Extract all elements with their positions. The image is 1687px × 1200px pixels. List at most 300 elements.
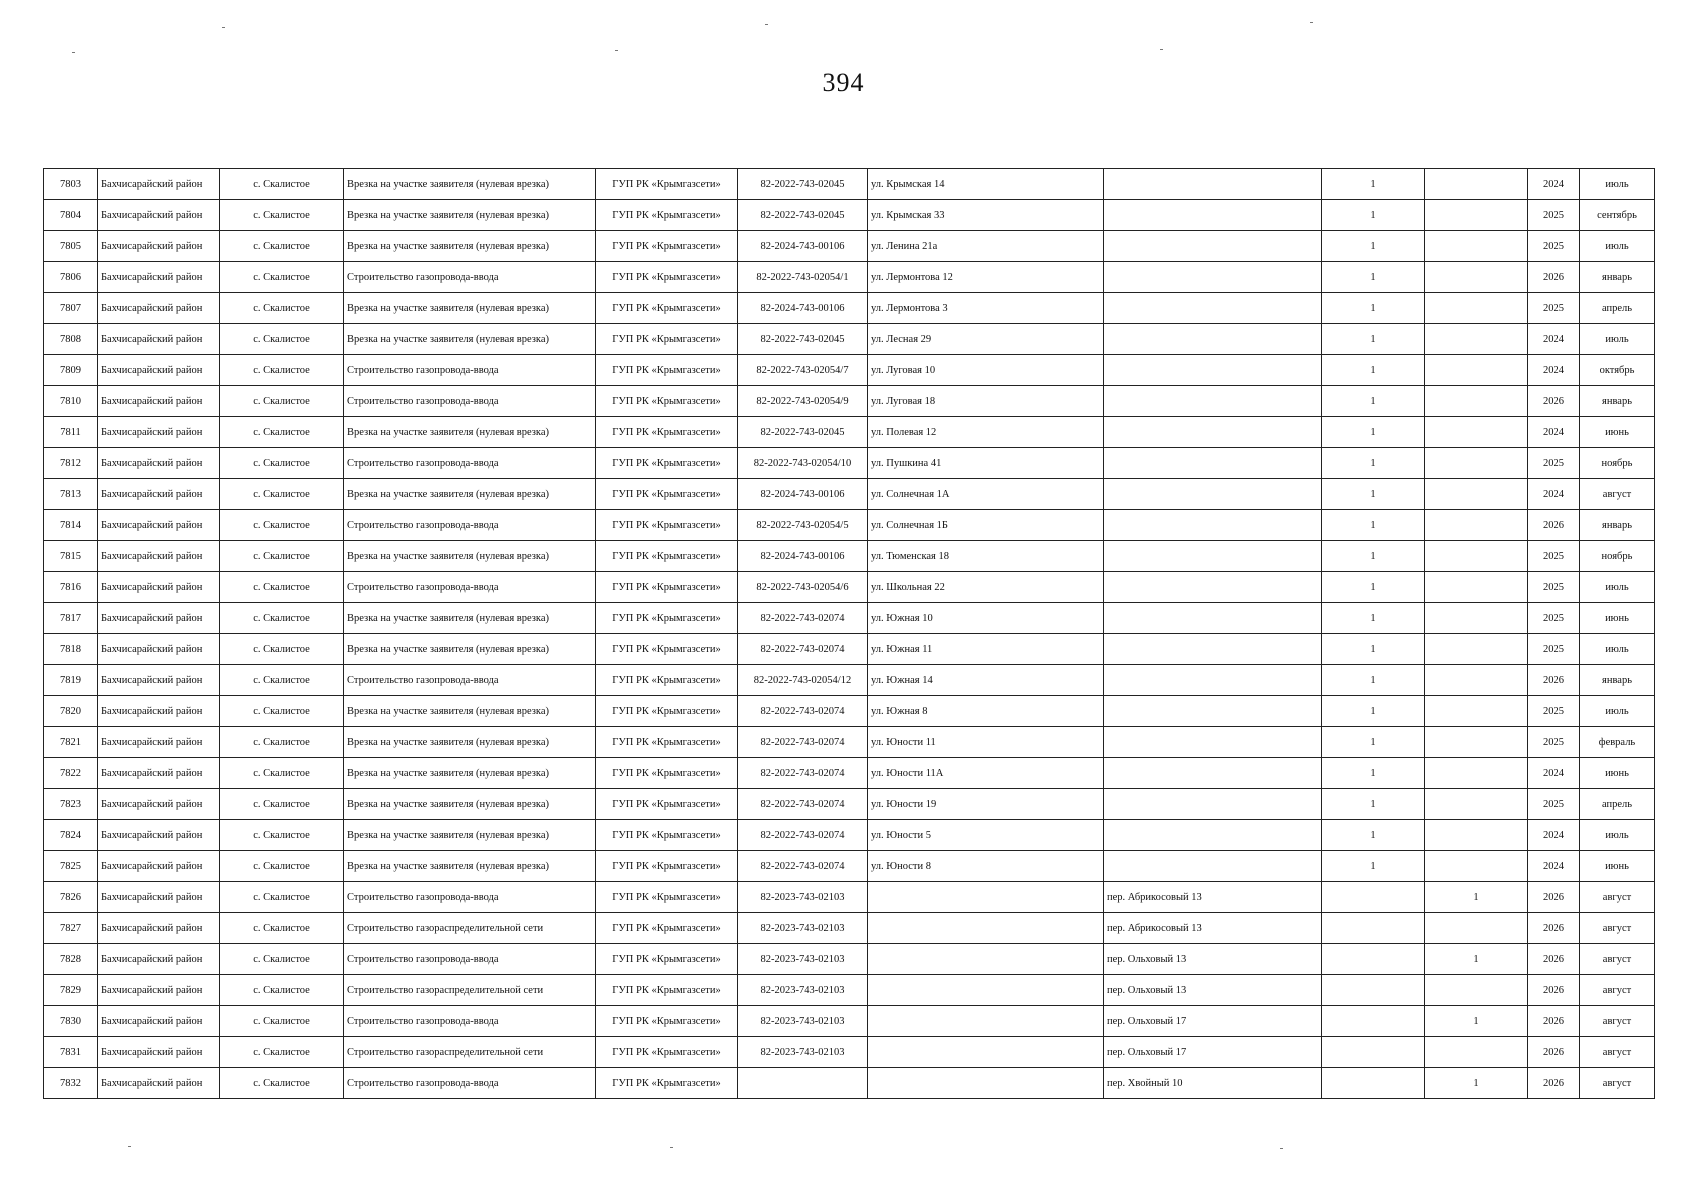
cell-district: Бахчисарайский район — [98, 262, 220, 293]
cell-month: июль — [1580, 169, 1655, 200]
cell-addr2 — [1104, 789, 1322, 820]
cell-code: 82-2022-743-02045 — [738, 417, 868, 448]
cell-addr1: ул. Юности 11А — [868, 758, 1104, 789]
cell-org: ГУП РК «Крымгазсети» — [596, 758, 738, 789]
cell-addr1: ул. Юности 19 — [868, 789, 1104, 820]
cell-locality: с. Скалистое — [220, 758, 344, 789]
table-row — [44, 1068, 1655, 1099]
cell-locality: с. Скалистое — [220, 200, 344, 231]
cell-district: Бахчисарайский район — [98, 758, 220, 789]
cell-org: ГУП РК «Крымгазсети» — [596, 448, 738, 479]
cell-year: 2025 — [1528, 789, 1580, 820]
cell-year: 2024 — [1528, 851, 1580, 882]
cell-work: Строительство газопровода-ввода — [344, 665, 596, 696]
cell-addr2 — [1104, 200, 1322, 231]
cell-num: 7814 — [44, 510, 98, 541]
cell-work: Врезка на участке заявителя (нулевая врезка) — [344, 758, 596, 789]
cell-cnt1 — [1322, 944, 1425, 975]
cell-month: февраль — [1580, 727, 1655, 758]
cell-cnt1: 1 — [1322, 696, 1425, 727]
cell-addr1 — [868, 1068, 1104, 1099]
table-row — [44, 913, 1655, 944]
cell-org: ГУП РК «Крымгазсети» — [596, 603, 738, 634]
cell-work: Врезка на участке заявителя (нулевая врезка) — [344, 324, 596, 355]
cell-cnt1 — [1322, 1068, 1425, 1099]
cell-cnt2 — [1425, 913, 1528, 944]
cell-org: ГУП РК «Крымгазсети» — [596, 913, 738, 944]
cell-year: 2026 — [1528, 1006, 1580, 1037]
cell-num: 7828 — [44, 944, 98, 975]
cell-locality: с. Скалистое — [220, 882, 344, 913]
cell-work: Строительство газопровода-ввода — [344, 262, 596, 293]
cell-work: Врезка на участке заявителя (нулевая врезка) — [344, 789, 596, 820]
cell-year: 2025 — [1528, 448, 1580, 479]
cell-cnt2 — [1425, 820, 1528, 851]
cell-cnt1: 1 — [1322, 510, 1425, 541]
cell-year: 2024 — [1528, 324, 1580, 355]
cell-org: ГУП РК «Крымгазсети» — [596, 1037, 738, 1068]
cell-num: 7830 — [44, 1006, 98, 1037]
cell-month: январь — [1580, 262, 1655, 293]
cell-cnt2 — [1425, 634, 1528, 665]
cell-org: ГУП РК «Крымгазсети» — [596, 727, 738, 758]
cell-code: 82-2022-743-02074 — [738, 789, 868, 820]
cell-addr2 — [1104, 355, 1322, 386]
cell-district: Бахчисарайский район — [98, 665, 220, 696]
cell-addr1: ул. Южная 10 — [868, 603, 1104, 634]
cell-month: август — [1580, 1006, 1655, 1037]
cell-work: Строительство газораспределительной сети — [344, 913, 596, 944]
table-row — [44, 603, 1655, 634]
cell-work: Строительство газораспределительной сети — [344, 1037, 596, 1068]
table-row — [44, 169, 1655, 200]
cell-cnt1: 1 — [1322, 448, 1425, 479]
cell-num: 7817 — [44, 603, 98, 634]
cell-code: 82-2024-743-00106 — [738, 479, 868, 510]
cell-district: Бахчисарайский район — [98, 231, 220, 262]
cell-month: август — [1580, 1037, 1655, 1068]
cell-work: Строительство газопровода-ввода — [344, 1068, 596, 1099]
cell-cnt2 — [1425, 293, 1528, 324]
cell-cnt1: 1 — [1322, 665, 1425, 696]
cell-cnt1: 1 — [1322, 262, 1425, 293]
cell-year: 2024 — [1528, 355, 1580, 386]
cell-cnt1: 1 — [1322, 789, 1425, 820]
cell-cnt1: 1 — [1322, 727, 1425, 758]
table-row — [44, 727, 1655, 758]
cell-num: 7831 — [44, 1037, 98, 1068]
cell-addr2: пер. Ольховый 17 — [1104, 1006, 1322, 1037]
cell-locality: с. Скалистое — [220, 355, 344, 386]
cell-addr2: пер. Абрикосовый 13 — [1104, 882, 1322, 913]
cell-code: 82-2024-743-00106 — [738, 293, 868, 324]
cell-addr1 — [868, 1037, 1104, 1068]
cell-cnt2 — [1425, 727, 1528, 758]
cell-addr1: ул. Лермонтова 3 — [868, 293, 1104, 324]
page-number: 394 — [822, 68, 865, 97]
cell-addr1 — [868, 913, 1104, 944]
cell-work: Врезка на участке заявителя (нулевая врезка) — [344, 479, 596, 510]
cell-district: Бахчисарайский район — [98, 355, 220, 386]
cell-locality: с. Скалистое — [220, 634, 344, 665]
cell-addr1: ул. Солнечная 1А — [868, 479, 1104, 510]
cell-cnt1: 1 — [1322, 541, 1425, 572]
cell-work: Врезка на участке заявителя (нулевая врезка) — [344, 169, 596, 200]
cell-cnt2 — [1425, 572, 1528, 603]
cell-addr2 — [1104, 665, 1322, 696]
table-row — [44, 882, 1655, 913]
cell-num: 7813 — [44, 479, 98, 510]
cell-org: ГУП РК «Крымгазсети» — [596, 417, 738, 448]
cell-district: Бахчисарайский район — [98, 386, 220, 417]
cell-code: 82-2022-743-02054/9 — [738, 386, 868, 417]
cell-addr1: ул. Юности 11 — [868, 727, 1104, 758]
cell-district: Бахчисарайский район — [98, 293, 220, 324]
table-row — [44, 634, 1655, 665]
cell-locality: с. Скалистое — [220, 262, 344, 293]
cell-code: 82-2022-743-02074 — [738, 851, 868, 882]
cell-locality: с. Скалистое — [220, 1068, 344, 1099]
cell-num: 7821 — [44, 727, 98, 758]
cell-num: 7818 — [44, 634, 98, 665]
cell-month: июль — [1580, 634, 1655, 665]
cell-cnt2 — [1425, 1037, 1528, 1068]
cell-year: 2026 — [1528, 386, 1580, 417]
cell-addr2 — [1104, 231, 1322, 262]
cell-code: 82-2022-743-02045 — [738, 169, 868, 200]
cell-code: 82-2022-743-02074 — [738, 727, 868, 758]
cell-year: 2025 — [1528, 727, 1580, 758]
table-row — [44, 820, 1655, 851]
cell-addr2 — [1104, 696, 1322, 727]
cell-num: 7819 — [44, 665, 98, 696]
cell-district: Бахчисарайский район — [98, 417, 220, 448]
cell-district: Бахчисарайский район — [98, 479, 220, 510]
table-row — [44, 975, 1655, 1006]
registry-body — [44, 169, 1655, 1099]
cell-org: ГУП РК «Крымгазсети» — [596, 355, 738, 386]
cell-locality: с. Скалистое — [220, 231, 344, 262]
cell-work: Врезка на участке заявителя (нулевая врезка) — [344, 293, 596, 324]
cell-num: 7803 — [44, 169, 98, 200]
cell-district: Бахчисарайский район — [98, 200, 220, 231]
cell-month: июль — [1580, 231, 1655, 262]
table-row — [44, 479, 1655, 510]
table-row — [44, 758, 1655, 789]
cell-cnt2 — [1425, 975, 1528, 1006]
cell-cnt2 — [1425, 541, 1528, 572]
cell-locality: с. Скалистое — [220, 479, 344, 510]
cell-code: 82-2022-743-02054/1 — [738, 262, 868, 293]
table-row — [44, 541, 1655, 572]
cell-cnt1 — [1322, 882, 1425, 913]
cell-code — [738, 1068, 868, 1099]
cell-month: сентябрь — [1580, 200, 1655, 231]
cell-work: Строительство газопровода-ввода — [344, 448, 596, 479]
cell-month: июль — [1580, 572, 1655, 603]
cell-locality: с. Скалистое — [220, 603, 344, 634]
cell-cnt1: 1 — [1322, 169, 1425, 200]
cell-org: ГУП РК «Крымгазсети» — [596, 1068, 738, 1099]
cell-district: Бахчисарайский район — [98, 634, 220, 665]
cell-district: Бахчисарайский район — [98, 975, 220, 1006]
table-row — [44, 417, 1655, 448]
cell-org: ГУП РК «Крымгазсети» — [596, 293, 738, 324]
cell-cnt1: 1 — [1322, 386, 1425, 417]
cell-num: 7809 — [44, 355, 98, 386]
cell-district: Бахчисарайский район — [98, 169, 220, 200]
cell-district: Бахчисарайский район — [98, 510, 220, 541]
cell-cnt1 — [1322, 1006, 1425, 1037]
cell-org: ГУП РК «Крымгазсети» — [596, 572, 738, 603]
cell-cnt1: 1 — [1322, 479, 1425, 510]
cell-district: Бахчисарайский район — [98, 913, 220, 944]
cell-locality: с. Скалистое — [220, 169, 344, 200]
cell-locality: с. Скалистое — [220, 913, 344, 944]
cell-org: ГУП РК «Крымгазсети» — [596, 665, 738, 696]
cell-district: Бахчисарайский район — [98, 572, 220, 603]
cell-addr2: пер. Ольховый 17 — [1104, 1037, 1322, 1068]
table-row — [44, 1006, 1655, 1037]
cell-work: Строительство газопровода-ввода — [344, 944, 596, 975]
cell-num: 7805 — [44, 231, 98, 262]
cell-district: Бахчисарайский район — [98, 1006, 220, 1037]
cell-cnt2: 1 — [1425, 944, 1528, 975]
cell-month: июнь — [1580, 417, 1655, 448]
cell-code: 82-2022-743-02045 — [738, 324, 868, 355]
cell-work: Врезка на участке заявителя (нулевая врезка) — [344, 851, 596, 882]
cell-month: август — [1580, 944, 1655, 975]
table-row — [44, 851, 1655, 882]
table-row — [44, 510, 1655, 541]
cell-addr1: ул. Южная 8 — [868, 696, 1104, 727]
cell-cnt1: 1 — [1322, 851, 1425, 882]
cell-code: 82-2022-743-02074 — [738, 820, 868, 851]
cell-cnt2 — [1425, 231, 1528, 262]
cell-num: 7804 — [44, 200, 98, 231]
table-row — [44, 1037, 1655, 1068]
cell-code: 82-2022-743-02045 — [738, 200, 868, 231]
cell-cnt1 — [1322, 913, 1425, 944]
cell-cnt2 — [1425, 200, 1528, 231]
cell-addr1 — [868, 975, 1104, 1006]
cell-num: 7810 — [44, 386, 98, 417]
cell-num: 7825 — [44, 851, 98, 882]
cell-year: 2026 — [1528, 665, 1580, 696]
cell-year: 2025 — [1528, 293, 1580, 324]
cell-district: Бахчисарайский район — [98, 1037, 220, 1068]
cell-locality: с. Скалистое — [220, 820, 344, 851]
cell-org: ГУП РК «Крымгазсети» — [596, 944, 738, 975]
cell-addr2 — [1104, 758, 1322, 789]
cell-work: Врезка на участке заявителя (нулевая врезка) — [344, 417, 596, 448]
cell-addr1 — [868, 944, 1104, 975]
cell-addr1: ул. Лесная 29 — [868, 324, 1104, 355]
cell-locality: с. Скалистое — [220, 541, 344, 572]
cell-org: ГУП РК «Крымгазсети» — [596, 262, 738, 293]
cell-month: июнь — [1580, 758, 1655, 789]
cell-district: Бахчисарайский район — [98, 696, 220, 727]
cell-addr2 — [1104, 262, 1322, 293]
cell-year: 2026 — [1528, 944, 1580, 975]
cell-cnt1: 1 — [1322, 417, 1425, 448]
cell-locality: с. Скалистое — [220, 572, 344, 603]
cell-month: август — [1580, 975, 1655, 1006]
cell-locality: с. Скалистое — [220, 665, 344, 696]
cell-num: 7826 — [44, 882, 98, 913]
cell-addr2 — [1104, 479, 1322, 510]
cell-org: ГУП РК «Крымгазсети» — [596, 820, 738, 851]
cell-addr2 — [1104, 541, 1322, 572]
cell-locality: с. Скалистое — [220, 696, 344, 727]
cell-district: Бахчисарайский район — [98, 944, 220, 975]
cell-code: 82-2023-743-02103 — [738, 882, 868, 913]
cell-org: ГУП РК «Крымгазсети» — [596, 386, 738, 417]
cell-district: Бахчисарайский район — [98, 541, 220, 572]
cell-district: Бахчисарайский район — [98, 820, 220, 851]
cell-district: Бахчисарайский район — [98, 1068, 220, 1099]
cell-cnt2 — [1425, 510, 1528, 541]
cell-cnt1: 1 — [1322, 572, 1425, 603]
cell-year: 2024 — [1528, 417, 1580, 448]
cell-org: ГУП РК «Крымгазсети» — [596, 696, 738, 727]
cell-year: 2025 — [1528, 541, 1580, 572]
cell-month: июнь — [1580, 851, 1655, 882]
cell-cnt2 — [1425, 386, 1528, 417]
table-row — [44, 200, 1655, 231]
cell-locality: с. Скалистое — [220, 975, 344, 1006]
cell-cnt1 — [1322, 1037, 1425, 1068]
cell-addr1: ул. Ленина 21а — [868, 231, 1104, 262]
cell-district: Бахчисарайский район — [98, 727, 220, 758]
cell-cnt2 — [1425, 448, 1528, 479]
cell-work: Врезка на участке заявителя (нулевая врезка) — [344, 696, 596, 727]
cell-addr1 — [868, 882, 1104, 913]
cell-month: ноябрь — [1580, 541, 1655, 572]
cell-addr2: пер. Хвойный 10 — [1104, 1068, 1322, 1099]
cell-year: 2025 — [1528, 603, 1580, 634]
cell-org: ГУП РК «Крымгазсети» — [596, 324, 738, 355]
cell-code: 82-2023-743-02103 — [738, 944, 868, 975]
cell-addr1: ул. Полевая 12 — [868, 417, 1104, 448]
cell-addr2 — [1104, 417, 1322, 448]
cell-code: 82-2022-743-02074 — [738, 634, 868, 665]
cell-month: июль — [1580, 696, 1655, 727]
table-row — [44, 386, 1655, 417]
cell-work: Строительство газопровода-ввода — [344, 355, 596, 386]
cell-addr1: ул. Пушкина 41 — [868, 448, 1104, 479]
cell-num: 7829 — [44, 975, 98, 1006]
cell-cnt1: 1 — [1322, 758, 1425, 789]
cell-district: Бахчисарайский район — [98, 603, 220, 634]
cell-year: 2026 — [1528, 913, 1580, 944]
cell-code: 82-2022-743-02054/7 — [738, 355, 868, 386]
cell-code: 82-2022-743-02054/10 — [738, 448, 868, 479]
cell-cnt2 — [1425, 262, 1528, 293]
cell-cnt1: 1 — [1322, 355, 1425, 386]
cell-num: 7816 — [44, 572, 98, 603]
cell-code: 82-2022-743-02054/6 — [738, 572, 868, 603]
cell-addr2: пер. Абрикосовый 13 — [1104, 913, 1322, 944]
cell-district: Бахчисарайский район — [98, 882, 220, 913]
cell-year: 2025 — [1528, 572, 1580, 603]
cell-code: 82-2022-743-02074 — [738, 603, 868, 634]
cell-work: Строительство газопровода-ввода — [344, 882, 596, 913]
cell-work: Строительство газопровода-ввода — [344, 510, 596, 541]
cell-addr1: ул. Юности 5 — [868, 820, 1104, 851]
cell-work: Врезка на участке заявителя (нулевая врезка) — [344, 820, 596, 851]
cell-addr1: ул. Тюменская 18 — [868, 541, 1104, 572]
cell-addr2 — [1104, 634, 1322, 665]
cell-cnt2 — [1425, 603, 1528, 634]
cell-year: 2025 — [1528, 634, 1580, 665]
cell-year: 2026 — [1528, 882, 1580, 913]
cell-addr2 — [1104, 448, 1322, 479]
cell-work: Врезка на участке заявителя (нулевая врезка) — [344, 200, 596, 231]
cell-addr2: пер. Ольховый 13 — [1104, 944, 1322, 975]
cell-cnt1: 1 — [1322, 324, 1425, 355]
cell-org: ГУП РК «Крымгазсети» — [596, 169, 738, 200]
cell-code: 82-2023-743-02103 — [738, 975, 868, 1006]
cell-cnt1: 1 — [1322, 293, 1425, 324]
cell-district: Бахчисарайский район — [98, 851, 220, 882]
cell-year: 2024 — [1528, 169, 1580, 200]
cell-month: июль — [1580, 820, 1655, 851]
cell-org: ГУП РК «Крымгазсети» — [596, 479, 738, 510]
cell-addr1: ул. Южная 14 — [868, 665, 1104, 696]
cell-locality: с. Скалистое — [220, 386, 344, 417]
cell-cnt1: 1 — [1322, 231, 1425, 262]
cell-num: 7812 — [44, 448, 98, 479]
cell-district: Бахчисарайский район — [98, 789, 220, 820]
cell-locality: с. Скалистое — [220, 727, 344, 758]
table-row — [44, 448, 1655, 479]
cell-num: 7832 — [44, 1068, 98, 1099]
cell-cnt1: 1 — [1322, 820, 1425, 851]
table-row — [44, 231, 1655, 262]
cell-month: октябрь — [1580, 355, 1655, 386]
cell-work: Врезка на участке заявителя (нулевая врезка) — [344, 541, 596, 572]
cell-org: ГУП РК «Крымгазсети» — [596, 975, 738, 1006]
cell-work: Строительство газопровода-ввода — [344, 386, 596, 417]
cell-year: 2024 — [1528, 479, 1580, 510]
cell-code: 82-2023-743-02103 — [738, 1006, 868, 1037]
cell-month: ноябрь — [1580, 448, 1655, 479]
cell-num: 7827 — [44, 913, 98, 944]
cell-year: 2025 — [1528, 696, 1580, 727]
cell-addr2 — [1104, 169, 1322, 200]
cell-num: 7808 — [44, 324, 98, 355]
cell-year: 2026 — [1528, 1068, 1580, 1099]
cell-addr2 — [1104, 820, 1322, 851]
cell-cnt2 — [1425, 479, 1528, 510]
cell-addr1: ул. Луговая 18 — [868, 386, 1104, 417]
cell-locality: с. Скалистое — [220, 1006, 344, 1037]
cell-month: январь — [1580, 665, 1655, 696]
cell-org: ГУП РК «Крымгазсети» — [596, 541, 738, 572]
cell-locality: с. Скалистое — [220, 293, 344, 324]
cell-addr1: ул. Лермонтова 12 — [868, 262, 1104, 293]
cell-cnt2 — [1425, 696, 1528, 727]
cell-year: 2024 — [1528, 820, 1580, 851]
cell-locality: с. Скалистое — [220, 789, 344, 820]
cell-cnt2 — [1425, 355, 1528, 386]
cell-cnt1: 1 — [1322, 200, 1425, 231]
cell-month: август — [1580, 913, 1655, 944]
table-row — [44, 355, 1655, 386]
cell-year: 2025 — [1528, 231, 1580, 262]
cell-org: ГУП РК «Крымгазсети» — [596, 200, 738, 231]
